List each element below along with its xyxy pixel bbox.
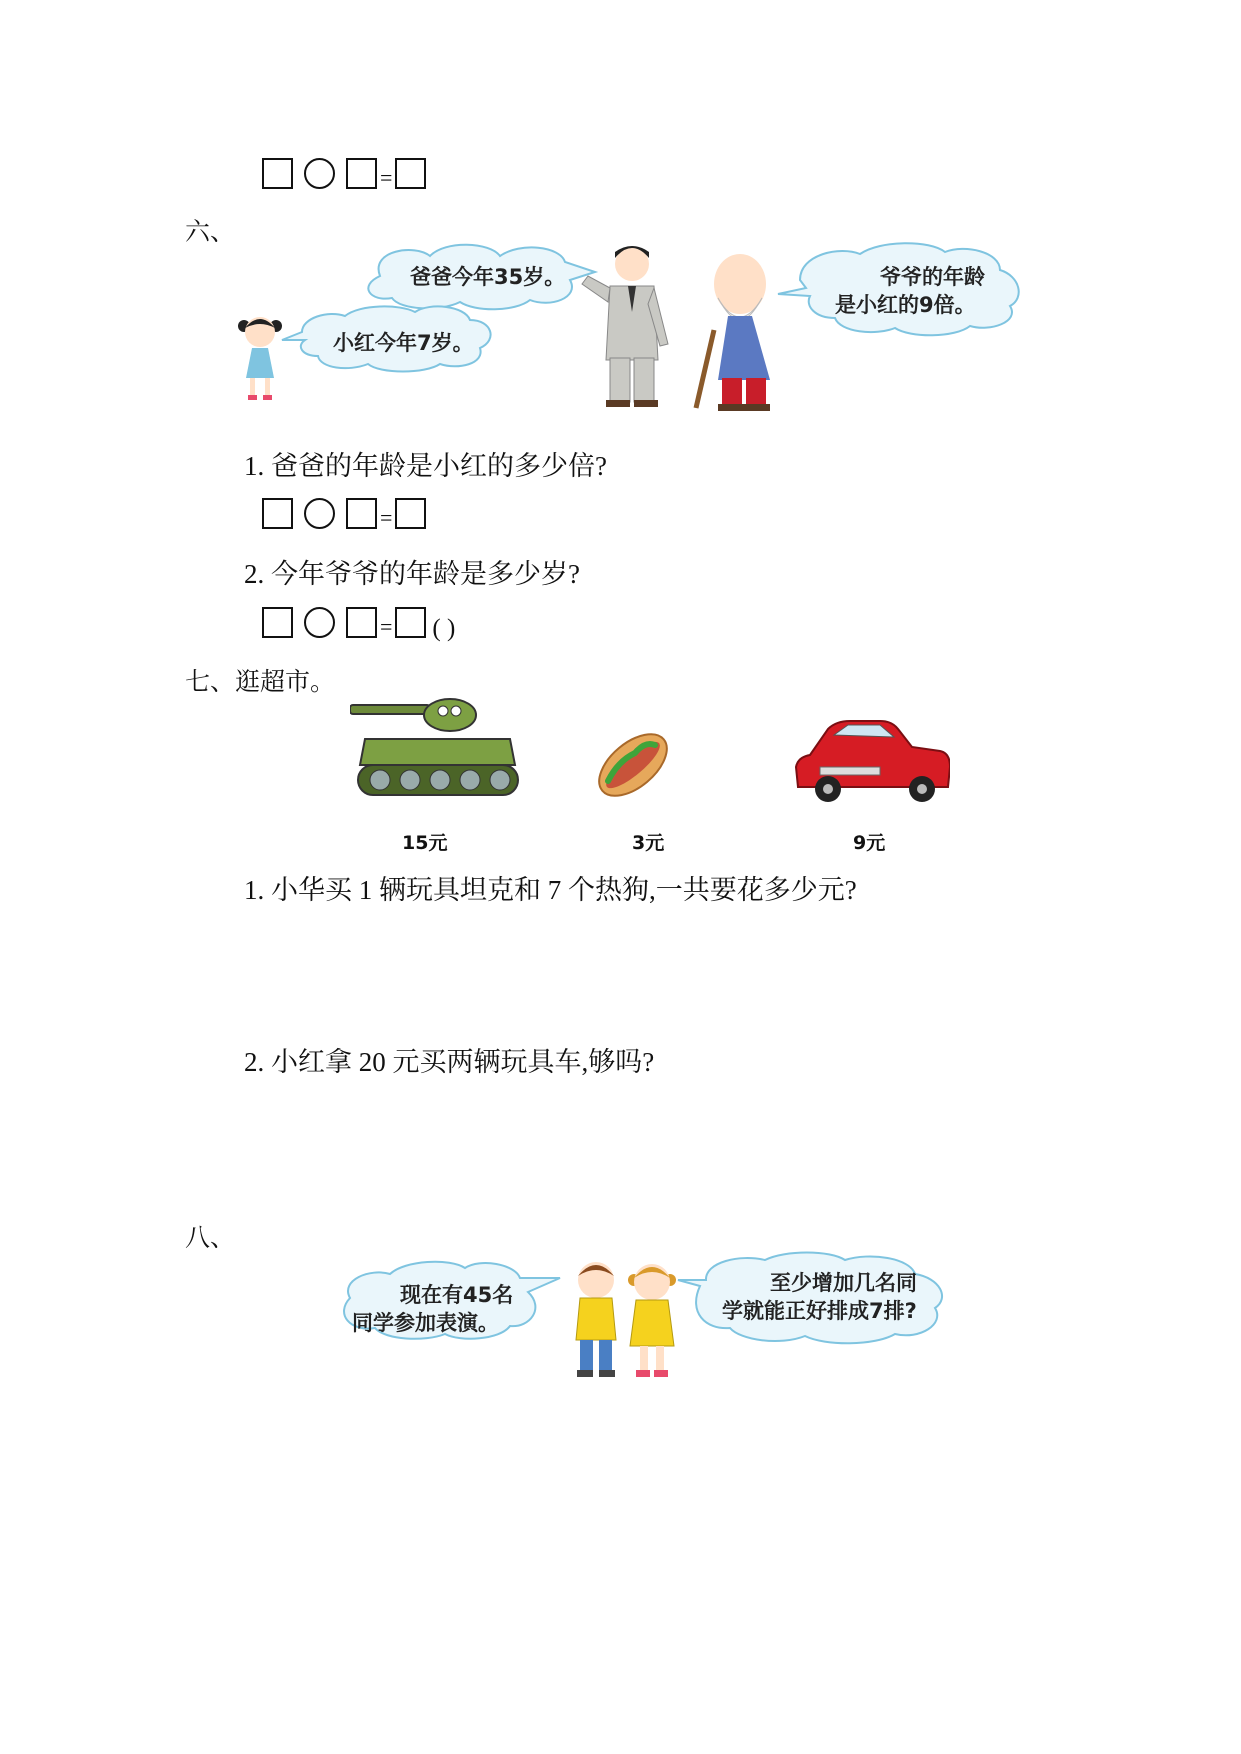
hotdog-image [588, 722, 678, 807]
bubble-right-text-2: 学就能正好排成7排? [722, 1299, 917, 1323]
speech-bubble-grandpa [778, 243, 1019, 335]
answer-box[interactable] [346, 607, 377, 638]
girl-figure [628, 1264, 676, 1377]
equation-row-6-2 [262, 607, 456, 642]
equals-sign: = [380, 504, 393, 530]
equation-row-6-1 [262, 498, 426, 529]
answer-box[interactable] [262, 158, 293, 189]
speech-bubble-girl [282, 306, 491, 371]
bubble-grandpa-text-1: 爷爷的年龄 [880, 265, 985, 289]
section-6-question-1: 1. 爸爸的年龄是小红的多少倍? [244, 451, 607, 481]
answer-box[interactable] [346, 498, 377, 529]
boy-figure [576, 1262, 616, 1377]
section-8-illustration [330, 1250, 970, 1390]
dad-figure [582, 246, 668, 407]
answer-box[interactable] [346, 158, 377, 189]
section-7-illustration [350, 695, 950, 815]
answer-box[interactable] [395, 158, 426, 189]
section-7-question-1: 1. 小华买 1 辆玩具坦克和 7 个热狗,一共要花多少元? [244, 875, 857, 905]
bubble-left-text-1: 现在有45名 [400, 1283, 514, 1307]
bubble-right-text-1: 至少增加几名同 [770, 1271, 917, 1295]
girl-xiaohong-figure [238, 317, 282, 400]
bubble-dad-text: 爸爸今年35岁。 [410, 265, 566, 289]
answer-box[interactable] [395, 498, 426, 529]
answer-box[interactable] [395, 607, 426, 638]
tank-price-label: 15元 [402, 832, 448, 854]
answer-box[interactable] [262, 607, 293, 638]
toy-tank-image [350, 699, 518, 795]
operator-circle[interactable] [304, 607, 335, 638]
speech-bubble-left [344, 1262, 560, 1339]
hotdog-price-label: 3元 [632, 832, 665, 854]
equation-row-top [262, 158, 426, 189]
speech-bubble-dad [368, 245, 595, 310]
grandpa-figure [696, 254, 770, 411]
bubble-left-text-2: 同学参加表演。 [352, 1311, 499, 1335]
operator-circle[interactable] [304, 498, 335, 529]
section-7-heading: 七、逛超市。 [185, 667, 336, 696]
section-7-question-2: 2. 小红拿 20 元买两辆玩具车,够吗? [244, 1047, 655, 1077]
toy-car-image [796, 721, 950, 802]
section-8-heading: 八、 [185, 1223, 236, 1252]
bubble-grandpa-text-2: 是小红的9倍。 [835, 293, 976, 317]
equals-sign: = [380, 164, 393, 190]
section-6-illustration [230, 240, 1080, 420]
section-6-question-2: 2. 今年爷爷的年龄是多少岁? [244, 559, 580, 589]
bubble-girl-text: 小红今年7岁。 [333, 331, 474, 355]
section-6-heading: 六、 [185, 217, 236, 246]
car-price-label: 9元 [853, 832, 886, 854]
speech-bubble-right [678, 1253, 942, 1344]
unit-parentheses[interactable]: ( ) [432, 614, 456, 642]
equals-sign: = [380, 613, 393, 639]
operator-circle[interactable] [304, 158, 335, 189]
answer-box[interactable] [262, 498, 293, 529]
